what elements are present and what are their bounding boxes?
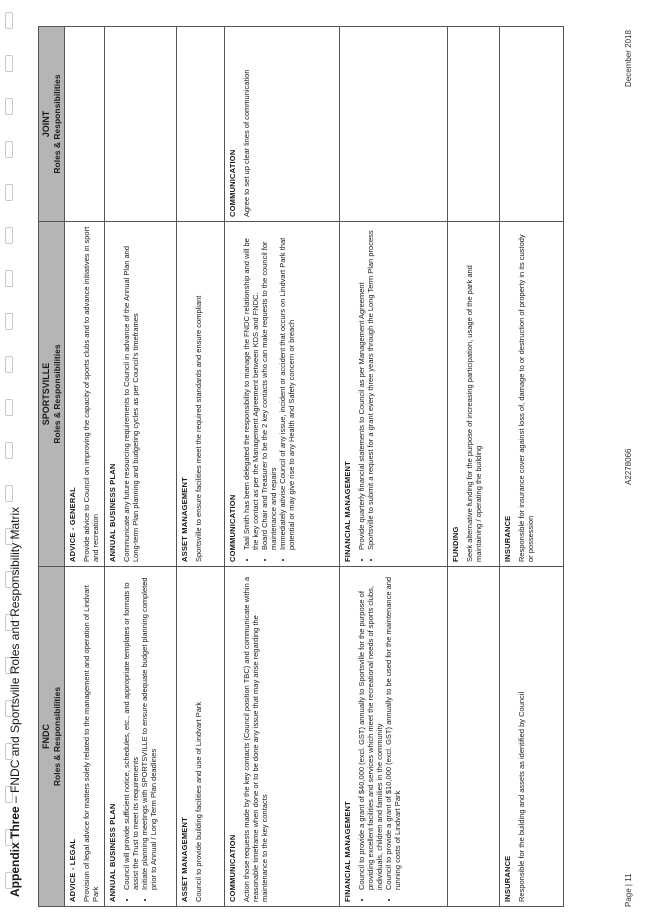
list-item: • Board Chair and Treasurer to be the 2 key contacts who can make requests to the council for maintenance and repairs bbox=[260, 226, 278, 550]
sv-cell bbox=[104, 222, 176, 567]
jt-cell bbox=[104, 27, 176, 222]
sv-cell bbox=[447, 222, 499, 567]
bullet-list bbox=[242, 226, 296, 562]
page-number: Page | 11 bbox=[624, 873, 633, 907]
jt-cell bbox=[499, 27, 563, 222]
fndc-cell bbox=[104, 567, 176, 907]
list-item: • Council to provide a grant of $10,000 (excl. GST) annually to be used for the maintenance and running costs of Lindvart Park bbox=[384, 571, 402, 890]
section-heading: ANNUAL BUSINESS PLAN bbox=[107, 803, 117, 902]
section-heading: ASSET MANAGEMENT bbox=[179, 817, 189, 902]
fndc-column-header: FNDC Roles & Responsibilities bbox=[39, 567, 65, 907]
sv-cell bbox=[339, 222, 447, 567]
jt-cell bbox=[64, 27, 104, 222]
section-heading: COMMUNICATION bbox=[227, 834, 237, 902]
list-item: • Immediately advise Council of any issue, incident or accident that occurs on Lindvart Park that potential or may give rise to any Health and Safety concern or breach bbox=[278, 226, 296, 550]
cell-text: Council to provide building facilities and use of Lindvart Park bbox=[193, 701, 203, 902]
cell-text: Provision of legal advice for matters solely related to the management and operation of Lindvart Park bbox=[81, 585, 100, 902]
section-heading: ASSET MANAGEMENT bbox=[179, 477, 189, 562]
jt-cell bbox=[447, 27, 499, 222]
fndc-cell bbox=[339, 567, 447, 907]
header-row bbox=[39, 27, 65, 907]
roles-matrix-table bbox=[38, 26, 564, 907]
table-row bbox=[499, 27, 563, 907]
fndc-cell bbox=[64, 567, 104, 907]
section-heading: ADVICE - GENERAL bbox=[67, 487, 77, 562]
sv-cell bbox=[224, 222, 339, 567]
cell-text: Provide advice to Council on improving the capacity of sports clubs and to advance initiatives in sport and recreation bbox=[81, 226, 100, 562]
sv-cell bbox=[64, 222, 104, 567]
fndc-cell bbox=[176, 567, 224, 907]
list-item: • Council to provide a grant of $40,000 (excl. GST) annually to Sportsville for the purpose of providing excellent facilities and services which meet the recreational needs of sports clubs, individuals, children and families in the community bbox=[357, 571, 384, 890]
document-date: December 2018 bbox=[624, 30, 633, 87]
sv-cell bbox=[499, 222, 563, 567]
cell-text: Communicate any future resourcing requirements to Council in advance of the Annual Plan and Long-term Plan planning and budgeting cycles as per Council's timeframes bbox=[121, 245, 140, 562]
cell-text: Action those requests made by the key contacts (Council position TBC) and communicate within a reasonable timeframe when done or to be done any issue that may arise regarding the maintenance to the key contacts bbox=[241, 576, 269, 902]
fndc-cell bbox=[499, 567, 563, 907]
table-row bbox=[224, 27, 339, 907]
table-row bbox=[176, 27, 224, 907]
section-heading: INSURANCE bbox=[502, 515, 512, 562]
fndc-cell bbox=[447, 567, 499, 907]
bullet-list bbox=[357, 226, 375, 562]
table-row bbox=[339, 27, 447, 907]
sportsville-column-header: SPORTSVILLE Roles & Responsibilities bbox=[39, 222, 65, 567]
table-row bbox=[104, 27, 176, 907]
section-heading: COMMUNICATION bbox=[227, 494, 237, 562]
section-heading: FINANCIAL MANAGEMENT bbox=[342, 461, 352, 562]
bullet-list bbox=[357, 571, 402, 902]
table-row bbox=[64, 27, 104, 907]
cell-text: Responsible for insurance cover against loss of, damage to or destruction of property in its custody or possession bbox=[516, 234, 535, 562]
bullet-list bbox=[122, 571, 158, 902]
cell-text: Seek alternative funding for the purpose of increasing participation, usage of the park and maintaining / operating the building bbox=[464, 265, 483, 562]
list-item: • Initiate planning meetings with SPORTSVILLE to ensure adequate budget planning completed prior to Annual / Long Term Plan deadlines bbox=[140, 571, 158, 890]
page-title: Appendix Three – FNDC and Sportsville Roles and Responsibility Matrix bbox=[8, 506, 22, 897]
section-heading: ADVICE - LEGAL bbox=[67, 838, 77, 902]
joint-column-header: JOINT Roles & Responsibilities bbox=[39, 27, 65, 222]
list-item: • Council will provide sufficient notice, schedules, etc., and appropriate templates or formats to assist the Trust to meet its requirements bbox=[122, 571, 140, 890]
jt-cell bbox=[224, 27, 339, 222]
list-item: • Sportsville to submit a request for a grant every three years through the Long Term Plan process bbox=[366, 226, 375, 550]
document-reference: A2278066 bbox=[624, 448, 633, 485]
table-row bbox=[447, 27, 499, 907]
section-heading: FINANCIAL MANAGEMENT bbox=[342, 801, 352, 902]
fndc-cell bbox=[224, 567, 339, 907]
section-heading: FUNDING bbox=[450, 526, 460, 562]
list-item: • Taal Smith has been delegated the responsibility to manage the FNDC relationship and will be the key contact as per the Management Agreement between KDS and FNDC. bbox=[242, 226, 260, 550]
jt-cell bbox=[339, 27, 447, 222]
section-heading: COMMUNICATION bbox=[227, 149, 237, 217]
jt-cell bbox=[176, 27, 224, 222]
cell-text: Sportsville to ensure facilities meet the required standards and ensure compliant bbox=[193, 295, 203, 562]
cell-text: Agree to set up clear lines of communication bbox=[241, 69, 251, 217]
sv-cell bbox=[176, 222, 224, 567]
list-item: • Provide quarterly financial statements to Council as per Management Agreement bbox=[357, 226, 366, 550]
section-heading: ANNUAL BUSINESS PLAN bbox=[107, 463, 117, 562]
section-heading: INSURANCE bbox=[502, 855, 512, 902]
cell-text: Responsible for the building and assets as identified by Council bbox=[516, 691, 526, 902]
